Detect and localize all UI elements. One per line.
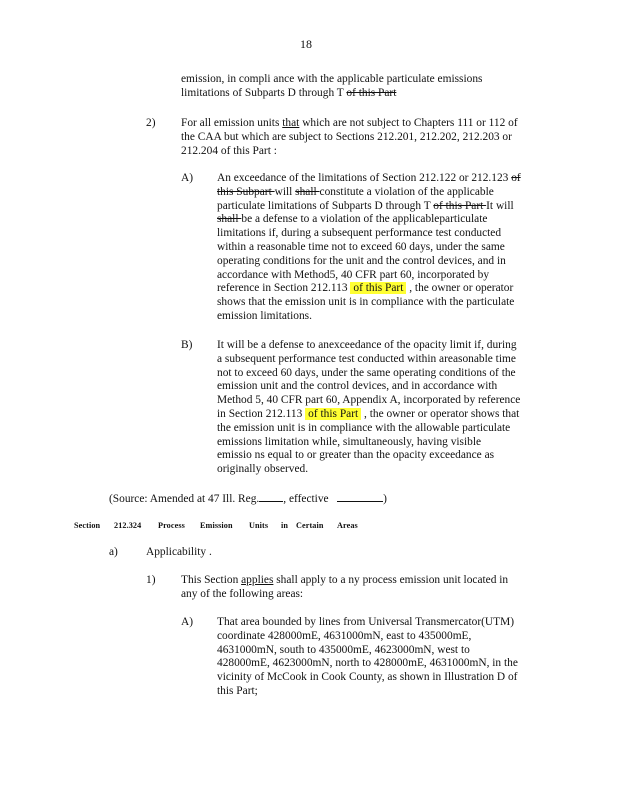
item-1A-line-1: That area bounded by lines from Universal Transmercator(UTM) <box>217 616 515 628</box>
item-B-paragraph <box>217 339 539 477</box>
item-A-line-5: limitations if, during a subsequent performance test conducted <box>217 227 502 240</box>
item-a-label: a) <box>109 546 118 558</box>
section-title-word-2: Emission <box>200 521 233 530</box>
highlight-of-this-part: of this Part <box>350 282 406 294</box>
item-A-line-9: reference in Section 212.113 of this Part , the owner or operator <box>217 282 514 295</box>
item-B-line-8: emissions limitation while, simultaneously, having visible <box>217 435 482 448</box>
section-title-word-5: Certain <box>296 521 324 530</box>
reg-blank <box>259 491 283 502</box>
section-number: 212.324 <box>114 521 142 530</box>
intro-line-1: emission, in compli ance with the applicable particulate emissions <box>181 73 483 85</box>
item-1-paragraph <box>181 574 531 602</box>
item-2-line-1: For all emission units that which are not subject to Chapters 111 or 112 of <box>181 117 518 129</box>
section-title-word-4: in <box>281 521 289 530</box>
item-2-line-2: the CAA but which are subject to Sections 212.201, 212.202, 212.203 or <box>181 130 512 143</box>
section-word: Section <box>74 521 101 530</box>
item-1A-line-3: 4631000mN, south to 435000mE, 4623000mN, west to <box>217 643 470 656</box>
item-A-label: A) <box>181 172 194 184</box>
section-title-word-1: Process <box>158 521 185 530</box>
item-B-line-6: in Section 212.113 of this Part , the owner or operator shows that <box>217 407 520 420</box>
item-B-line-2: a subsequent performance test conducted within areasonable time <box>217 352 516 365</box>
item-B-line-5: Method 5, 40 CFR part 60, Appendix A, incorporated by reference <box>217 394 521 407</box>
item-1A-line-2: coordinate 428000mE, 4631000mN, east to 435000mE, <box>217 629 472 642</box>
item-B-label: B) <box>181 339 193 351</box>
intro-paragraph <box>181 73 518 101</box>
applicability-heading: Applicability . <box>146 546 212 558</box>
item-A-line-7: operating conditions for the unit and the control devices, and in <box>217 254 506 267</box>
item-A-line-8: accordance with Method5, 40 CFR part 60, incorporated by <box>217 268 490 281</box>
source-note: (Source: Amended at 47 Ill. Reg. , effective ) <box>109 493 387 505</box>
item-B-line-3: not to exceed 60 days, under the same operating conditions of the <box>217 366 516 379</box>
effective-date-blank <box>337 491 383 502</box>
item-A-line-4: shall be a defense to a violation of the applicableparticulate <box>217 213 488 226</box>
item-1-label: 1) <box>146 574 156 586</box>
item-1-line-1: This Section applies shall apply to a ny process emission unit located in <box>181 574 509 586</box>
page-number: 18 <box>300 37 312 51</box>
item-2-line-3: 212.204 of this Part : <box>181 144 277 157</box>
item-1A-line-5: vicinity of McCook in Cook County, as shown in Illustration D of <box>217 671 518 684</box>
item-B-line-10: originally observed. <box>217 463 309 476</box>
item-1A-line-4: 428000mE, 4623000mN, north to 428000mE, 4631000mN, in the <box>217 657 518 670</box>
highlight-of-this-part: of this Part <box>305 408 361 420</box>
item-1A-line-6: this Part; <box>217 684 258 697</box>
item-A-line-3: particulate limitations of Subparts D through T of this Part It will <box>217 199 514 212</box>
item-B-line-9: emissio ns equal to or greater than the opacity exceedance as <box>217 449 495 462</box>
item-A-line-1: An exceedance of the limitations of Section 212.122 or 212.123 of <box>217 172 521 184</box>
item-B-line-4: emission unit and the control devices, and in accordance with <box>217 380 498 393</box>
item-2-label: 2) <box>146 117 156 129</box>
item-1-line-2: any of the following areas: <box>181 587 304 600</box>
section-title-word-6: Areas <box>337 521 358 530</box>
item-A-line-6: within a reasonable time not to exceed 60 days, under the same <box>217 240 505 253</box>
item-B-line-7: the emission unit is in compliance with the allowable particulate <box>217 421 511 434</box>
item-A-paragraph <box>217 172 539 324</box>
item-1A-paragraph <box>217 616 539 699</box>
item-2-paragraph <box>181 117 541 158</box>
item-A-line-2: this Subpart will shall constitute a violation of the applicable <box>217 185 494 198</box>
item-A-line-10: shows that the emission unit is in compliance with the particulate <box>217 296 515 309</box>
item-B-line-1: It will be a defense to anexceedance of the opacity limit if, during <box>217 339 517 351</box>
intro-line-2: limitations of Subparts D through T of this Part <box>181 86 397 99</box>
item-A-line-11: emission limitations. <box>217 309 312 322</box>
section-title-word-3: Units <box>249 521 269 530</box>
item-1A-label: A) <box>181 616 194 628</box>
